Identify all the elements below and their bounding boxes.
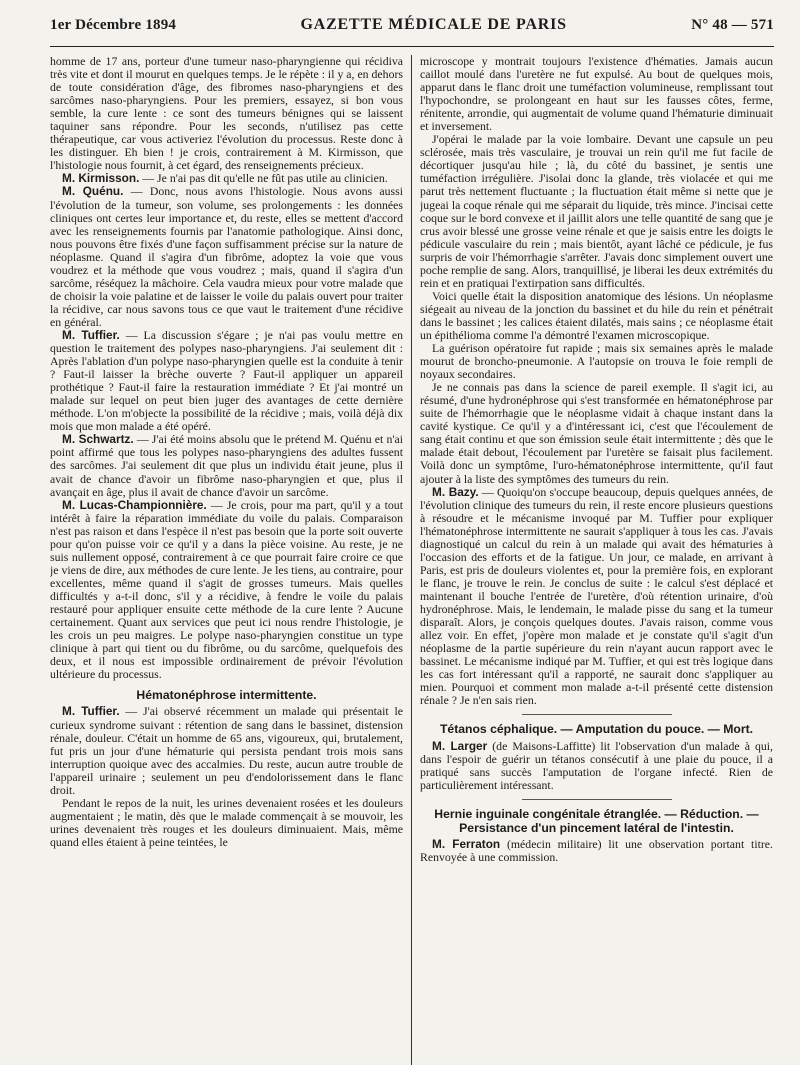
paragraph-text: — J'ai observé récemment un malade qui présentait le curieux syndrome suivant : rétention de sang dans le bassinet, distension rénale, douleur. C'était un homme de 65 ans, vigoureux, qui, brutalement, fut pris un jour d'une hématurie qui persista pendant trois mois sans interruption quoique avec des accalmies. Du reste, aucun autre trouble de l'appareil urinaire ; seulement un peu d'endolorissement dans le flanc droit.: [50, 704, 403, 797]
left-column: [50, 55, 403, 1065]
paragraph: Voici quelle était la disposition anatomique des lésions. Un néoplasme siégeait au niveau de la jonction du bassinet et du hile du rein et pénétrait dans le bassinet ; les calices étaient dilatés, mais sains ; ce néoplasme était un épithélioma comme l'a démontré l'examen microscopique.: [420, 288, 773, 342]
section-title: Hernie inguinale congénitale étranglée. — Réduction. — Persistance d'un pincement latéral de l'intestin.: [434, 806, 759, 835]
paragraph-text: (de Maisons-Laffitte) lit l'observation d'un malade à qui, dans l'espoir de guérir un tétanos consécutif à une plaie du pouce, il a pratiqué sans succès l'amputation de l'organe infecté. Rien de particulièrement intéressant.: [420, 738, 773, 792]
paragraph-text: — Je crois, pour ma part, qu'il y a tout intérêt à faire la réparation immédiate du voile du palais. Comparaison n'est pas raison et dans l'espèce il n'est pas besoin que la porte soit ouverte pour qu'on puisse voir ce qu'il y a dans la pièce voisine. Au reste, je ne suis nullement opposé, contrairement à ce que pourrait faire croire ce que je viens de dire, aux méthodes de cure lente. Je les tiens, au contraire, pour excellentes, même quand il s'agit de grosses tumeurs. Mais quelles difficultés y a-t-il donc, s'il y a récidive, à fendre le voile du palais restauré pour appliquer ensuite cette méthode de la cure lente ? Aucune certainement. Quant aux services que peut ici nous rendre l'histologie, je les crois un peu maigres. Le polype naso-pharyngien constitue un type clinique à part qui tient ou du fibrôme, ou du sarcôme, quelquefois des deux, et il nous est impossible ordinairement de prévoir l'évolution ultérieure du processus.: [50, 497, 403, 682]
paragraph: homme de 17 ans, porteur d'une tumeur naso-pharyngienne qui récidiva très vite et dont il mourut en quelques temps. Je le répète : il y a, en dehors de toute considération d'âge, des fibromes naso-pharyngiens et des sarcômes naso-pharyngiens. Pour les premiers, essayez, si bon vous semble, la cure lente : ce sont des tumeurs bénignes qui se laissent taquiner sans répondre. Pour les seconds, n'utilisez pas cette thérapeutique, car vous activeriez l'évolution du processus. Reste donc à les distinguer. Eh bien ! je crois, contrairement à M. Kirmisson, que l'histologie nous fournit, à cet égard, des renseignements précieux.: [50, 55, 403, 173]
paragraph: [420, 838, 773, 864]
section-separator: [522, 714, 672, 715]
speaker-name: M. Kirmisson.: [62, 171, 140, 186]
speaker-name: M. Tuffier.: [62, 327, 120, 342]
paragraph: [420, 486, 773, 708]
paragraph: [50, 705, 403, 796]
speaker-name: M. Tuffier.: [62, 704, 120, 719]
speaker-name: M. Quénu.: [62, 184, 124, 199]
paragraph-text: — J'ai été moins absolu que le prétend M. Quénu et n'ai point affirmé que tous les polypes naso-pharyngiens des adultes fussent des sarcômes. J'ai seulement dit que plus un individu était jeune, plus il avait de chance d'avoir un fibrôme naso-pharyngien et que, plus il avançait en âge, plus il avait de chance d'avoir un sarcôme.: [50, 432, 403, 499]
right-column: [420, 55, 773, 1065]
speaker-name: M. Larger: [432, 738, 488, 753]
section-separator: [522, 799, 672, 800]
journal-title: GAZETTE MÉDICALE DE PARIS: [300, 16, 567, 33]
speaker-name: M. Bazy.: [432, 484, 479, 499]
column-divider: [411, 55, 412, 1065]
paragraph: [50, 433, 403, 498]
paragraph: [420, 740, 773, 792]
issue-date: 1er Décembre 1894: [50, 17, 177, 33]
paragraph: J'opérai le malade par la voie lombaire. Devant une capsule un peu sclérosée, mais très vasculaire, je trouvai un rein qu'il me fut facile de décortiquer jusqu'au hile ; là, du côté du bassinet, je sentis une tuméfaction irrégulière. J'isolai donc la glande, très violacée et qui me parut très nettement fluctuante ; la fluctuation était même si nette que je jugeai la coque rénale qui me séparait du liquide, très mince. J'incisai cette coque sur le bord convexe et il jaillit alors une telle quantité de sang que je crus avoir blessé une grosse veine rénale et que je saisis entre les doigts le pédicule vasculaire du rein ; mais bientôt, ayant lâché ce pédicule, je fus surpris de voir l'hémorrhagie s'arrêter. J'avais donc simplement ouvert une poche remplie de sang. Alors, tranquillisé, je liberai les deux extrémités du rein et en pratiquai l'extirpation sans difficultés.: [420, 132, 773, 290]
text-columns: [50, 55, 774, 1065]
paragraph-text: — Je n'ai pas dit qu'elle ne fût pas utile au clinicien.: [139, 171, 388, 186]
paragraph-text: — La discussion s'égare ; je n'ai pas voulu mettre en question le traitement des polypes naso-pharyngiens. J'ai seulement dit : Après l'ablation d'un polype naso-pharyngien quelle est la conduite à tenir ? Faut-il laisser la brèche ouverte ? Faut-il appliquer un appareil prothétique ? Faut-il faire la restauration immédiate ? Et j'ai montré un malade sur lequel on peut bien juger des avantages de cette dernière méthode. L'on m'objecte la possibilité de la récidive ; mais, voilà déjà dix mois que mon malade a été opéré.: [50, 327, 403, 434]
paragraph-text: (médecin militaire) lit une observation portant titre. Renvoyée à une commission.: [420, 837, 773, 865]
paragraph: microscope y montrait toujours l'existence d'hématies. Jamais aucun caillot moulé dans l'uretère ne fut expulsé. Au bout de quelques mois, apparut dans le flanc droit une tuméfaction volumineuse, remplissant tout l'hypochondre, se prolongeant en haut sur les fausses côtes, ferme, rénitente, arrondie, qui augmentait de volume quand l'hématurie diminuait et inversement.: [420, 55, 773, 134]
section-title: Tétanos céphalique. — Amputation du pouce. — Mort.: [439, 722, 754, 737]
speaker-name: M. Ferraton: [432, 837, 501, 852]
section-title: Hématonéphrose intermittente.: [136, 688, 317, 703]
paragraph: La guérison opératoire fut rapide ; mais six semaines après le malade mourut de broncho-pneumonie. A l'autopsie on trouva le foie rempli de noyaux secondaires.: [420, 341, 773, 382]
paragraph: [50, 185, 403, 329]
speaker-name: M. Schwartz.: [62, 432, 134, 447]
paragraph: Je ne connais pas dans la science de pareil exemple. Il s'agit ici, au résumé, d'une hydronéphrose qui s'est transformée en hématonéphrose par suite de l'hémorrhagie que le néoplasme vidait à chaque instant dans la cavité kystique. Ce qu'il y a d'intéressant ici, c'est que l'écoulement de sang était continu et que son émission seule était intermittente ; dès que le malade était debout, l'écoulement par l'uretère se faisait plus facilement. Voilà donc un symptôme, l'uro-hématonéphrose intermittente, qu'il faut ajouter à la liste des symptômes des tumeurs du rein.: [420, 380, 773, 486]
paragraph-text: — Donc, nous avons l'histologie. Nous avons aussi l'évolution de la tumeur, son volume, ses prolongements : les données cliniques ont certes leur importance et, du reste, elles se mettent d'accord avec les renseignements fournis par l'anatomie pathologique. Ainsi donc, nous pouvons être fixés d'une façon suffisamment précise sur la nature de néoplasme. Quand il s'agira d'un fibrôme, adoptez la voie que vous voudrez et la méthode que vous voudrez ; mais, quand il s'agira d'un sarcôme, réséquez la mâchoire. Cela vaudra mieux pour votre malade que de choisir la voie palatine et de laisser le voile du palais ouvert pour traiter la récidive, car nous savons tous ce que vaut le traitement d'une récidive en général.: [50, 184, 403, 329]
paragraph: [50, 329, 403, 433]
page-header: [50, 16, 774, 47]
issue-page-number: N° 48 — 571: [691, 17, 774, 33]
speaker-name: M. Lucas-Championnière.: [62, 497, 207, 512]
paragraph-text: — Quoiqu'on s'occupe beaucoup, depuis quelques années, de l'évolution clinique des tumeurs du rein, il reste encore plusieurs questions à résoudre et le mécanisme invoqué par M. Tuffier pour expliquer l'hématonéphrose intermittente ne saurait s'appliquer à tous les cas. J'avais diagnostiqué un calcul du rein à un malade qui avait des hématuries à l'occasion des efforts et de la fatigue. Un jour, ce malade, en arrivant à Paris, est pris de douleurs violentes et, pour la première fois, en explorant le flanc, je trouve le rein. Je conclus de suite : le calcul s'est déplacé et maintenant il bouche l'entrée de l'uretère, d'où rétention urinaire, d'où hydronéphrose. Mais, le lendemain, le malade pisse du sang et la tumeur disparaît. Alors, je conçois quelques doutes. J'avais raison, comme vous allez voir. En effet, j'opère mon malade et je constate qu'il s'agit d'un néoplasme de la partie supérieure du rein n'ayant aucun rapport avec le bassinet. Le mécanisme indiqué par M. Tuffier, et qui est très logique dans les cas fort intéressant qu'il a rapporté, ne saurait donc s'appliquer au mien. Pourquoi et comment mon malade a-t-il présenté cette distension rénale ? Je n'en sais rien.: [420, 484, 773, 708]
paragraph: [50, 499, 403, 682]
paragraph: Pendant le repos de la nuit, les urines devenaient rosées et les douleurs augmentaient ; le matin, dès que le malade commençait à se mouvoir, les urines devenaient très rouges et les douleurs diminuaient. Mais, même quand elles étaient à peine teintées, le: [50, 795, 403, 849]
